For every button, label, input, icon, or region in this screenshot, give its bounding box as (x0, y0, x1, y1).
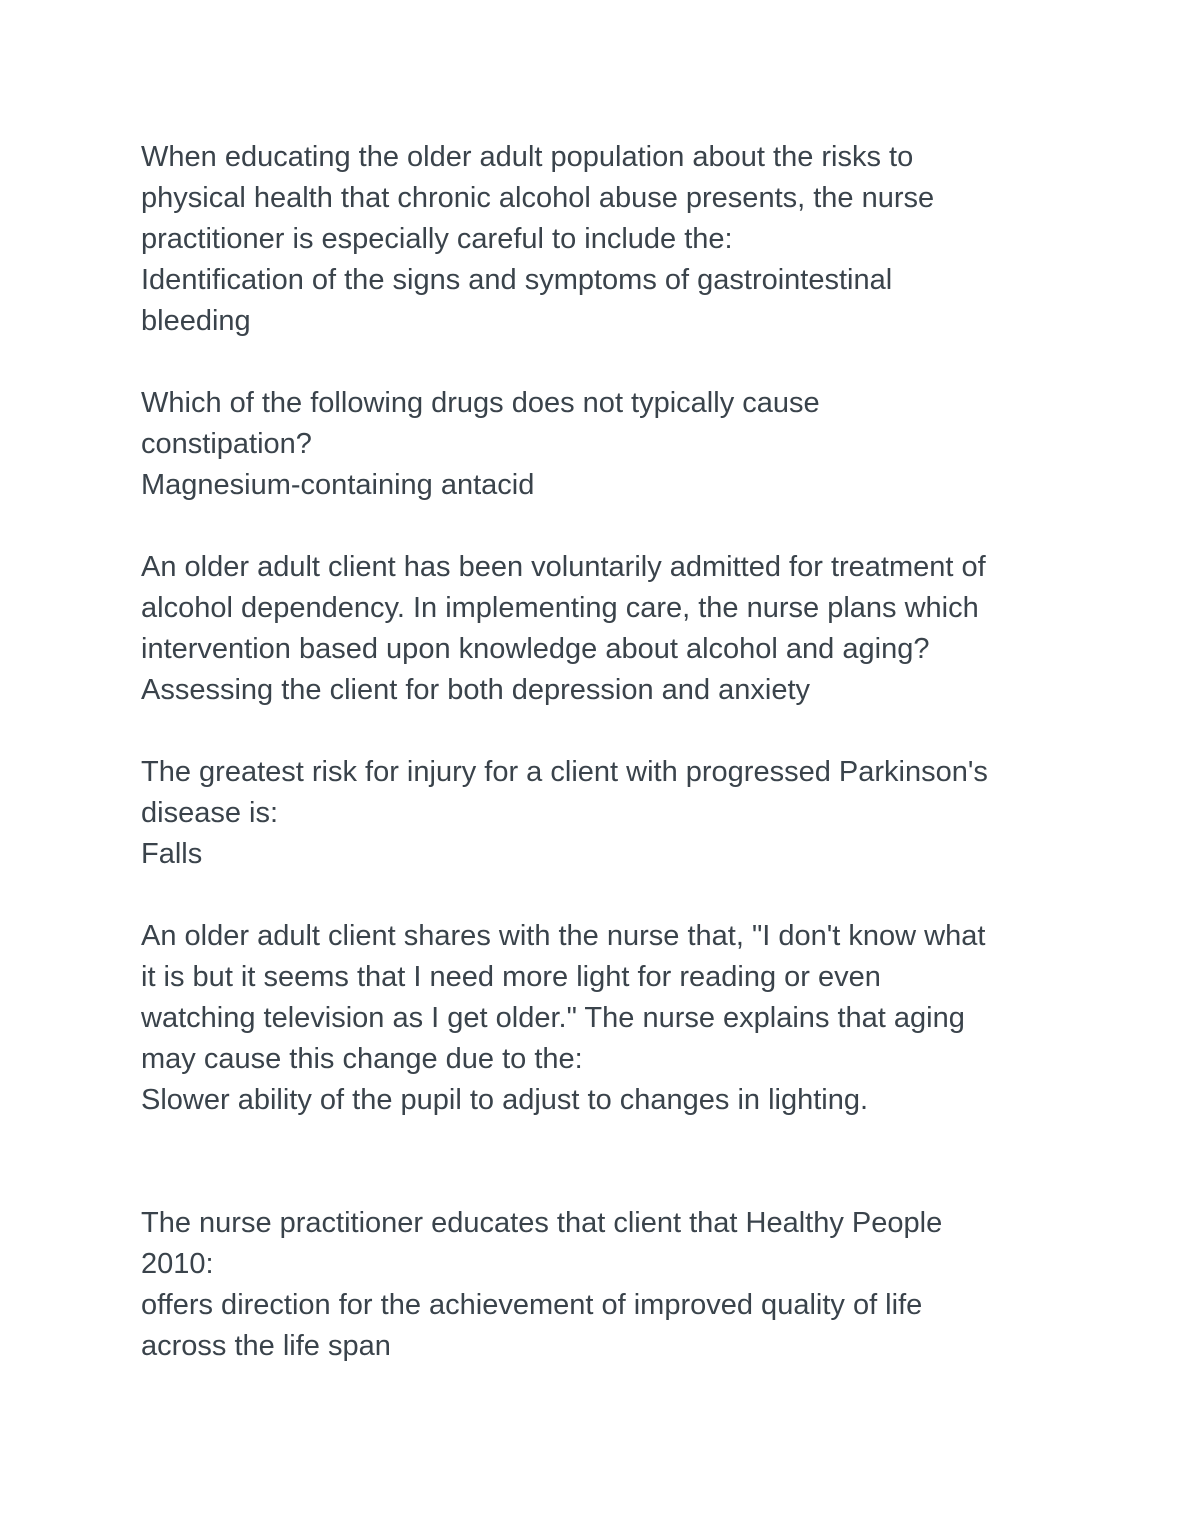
question-line: intervention based upon knowledge about alcohol and aging? (141, 633, 930, 665)
answer-line: Slower ability of the pupil to adjust to changes in lighting. (141, 1084, 869, 1116)
answer-line: Magnesium-containing antacid (141, 469, 535, 501)
question-line: disease is: (141, 797, 279, 829)
question-line: When educating the older adult population about the risks to (141, 141, 914, 173)
question-line: alcohol dependency. In implementing care, the nurse plans which (141, 592, 979, 624)
question-line: it is but it seems that I need more light for reading or even (141, 961, 881, 993)
question-line: watching television as I get older." The nurse explains that aging (141, 1002, 965, 1034)
answer-line: bleeding (141, 305, 251, 337)
question-line: An older adult client shares with the nurse that, "I don't know what (141, 920, 986, 952)
question-line: 2010: (141, 1248, 214, 1280)
question-line: physical health that chronic alcohol abuse presents, the nurse (141, 182, 935, 214)
question-line: practitioner is especially careful to include the: (141, 223, 733, 255)
answer-line: Falls (141, 838, 203, 870)
answer-line: Identification of the signs and symptoms of gastrointestinal (141, 264, 893, 296)
question-line: The nurse practitioner educates that client that Healthy People (141, 1207, 943, 1239)
question-line: constipation? (141, 428, 312, 460)
answer-line: across the life span (141, 1330, 391, 1362)
answer-line: offers direction for the achievement of improved quality of life (141, 1289, 923, 1321)
question-line: may cause this change due to the: (141, 1043, 583, 1075)
question-line: The greatest risk for injury for a client with progressed Parkinson's (141, 756, 988, 788)
answer-line: Assessing the client for both depression and anxiety (141, 674, 811, 706)
question-line: An older adult client has been voluntarily admitted for treatment of (141, 551, 986, 583)
question-line: Which of the following drugs does not typically cause (141, 387, 820, 419)
